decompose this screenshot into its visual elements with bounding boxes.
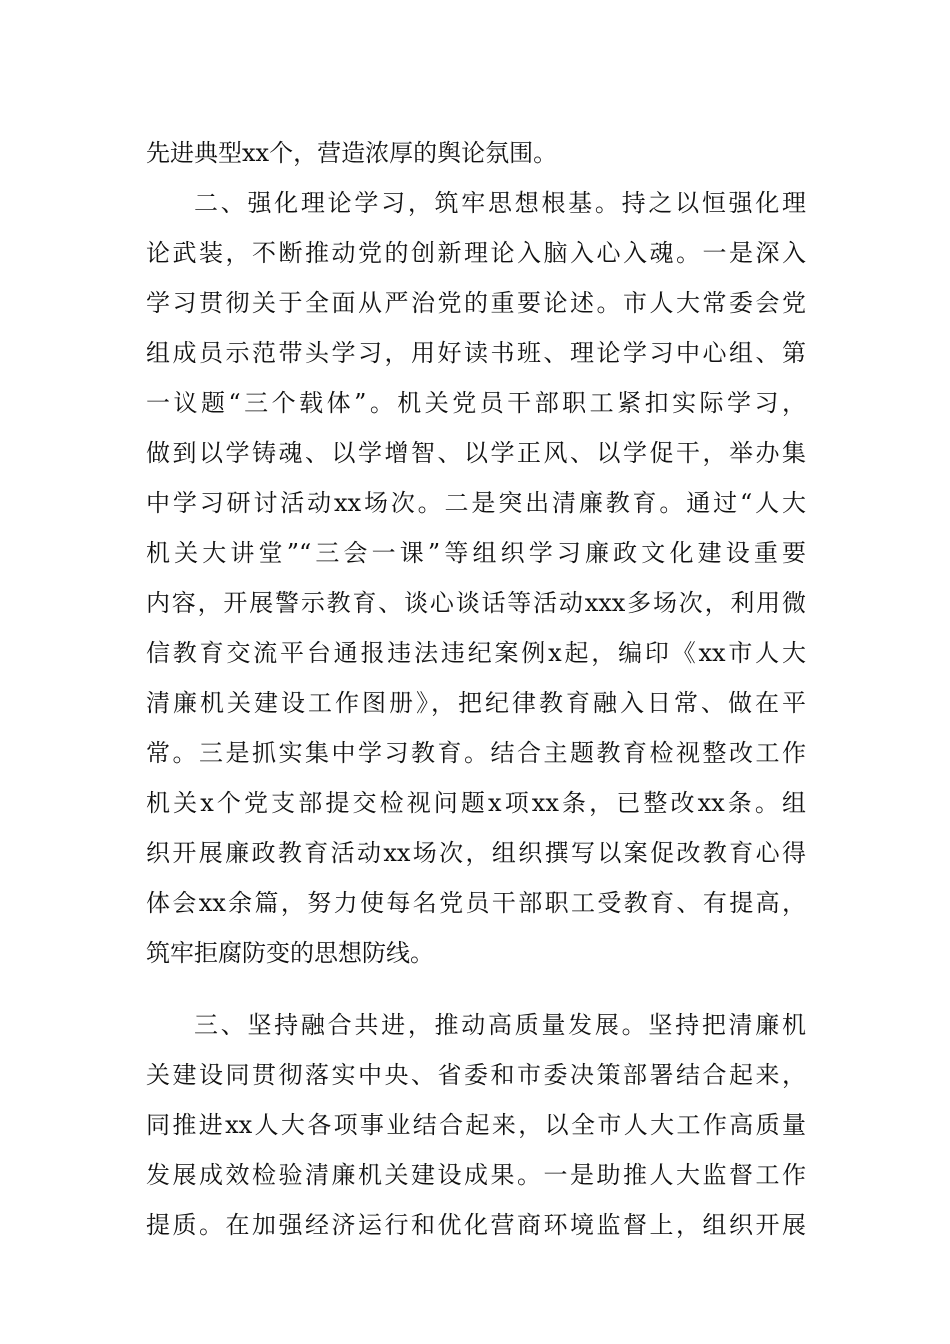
text-line: 机关x个党支部提交检视问题x项xx条，已整改xx条。组 (146, 789, 806, 817)
text-line: 做到以学铸魂、以学增智、以学正风、以学促干，举办集 (146, 439, 806, 467)
text-line: 发展成效检验清廉机关建设成果。一是助推人大监督工作 (146, 1161, 806, 1189)
document-body (146, 128, 806, 1250)
text-line: 筑牢拒腐防变的思想防线。 (146, 939, 434, 967)
text-line: 组成员示范带头学习，用好读书班、理论学习中心组、第 (146, 339, 806, 367)
text-line: 同推进xx人大各项事业结合起来，以全市人大工作高质量 (146, 1111, 806, 1139)
paragraph-heading-line: 二、强化理论学习，筑牢思想根基。持之以恒强化理 (194, 189, 806, 217)
text-line: 先进典型xx个，营造浓厚的舆论氛围。 (146, 139, 558, 167)
text-line: 提质。在加强经济运行和优化营商环境监督上，组织开展 (146, 1211, 806, 1239)
paragraph-gap (146, 978, 806, 1000)
text-line: 论武装，不断推动党的创新理论入脑入心入魂。一是深入 (146, 239, 806, 267)
text-line: 一议题“三个载体”。机关党员干部职工紧扣实际学习， (146, 389, 806, 417)
text-line: 体会xx余篇，努力使每名党员干部职工受教育、有提高， (146, 889, 806, 917)
text-line: 学习贯彻关于全面从严治党的重要论述。市人大常委会党 (146, 289, 806, 317)
text-line: 信教育交流平台通报违法违纪案例x起，编印《xx市人大 (146, 639, 806, 667)
text-line: 内容，开展警示教育、谈心谈话等活动xxx多场次，利用微 (146, 589, 806, 617)
text-line: 织开展廉政教育活动xx场次，组织撰写以案促改教育心得 (146, 839, 806, 867)
text-line: 常。三是抓实集中学习教育。结合主题教育检视整改工作 (146, 739, 806, 767)
text-line: 关建设同贯彻落实中央、省委和市委决策部署结合起来， (146, 1061, 806, 1089)
text-line: 机关大讲堂”“三会一课”等组织学习廉政文化建设重要 (146, 539, 806, 567)
paragraph-heading-line: 三、坚持融合共进，推动高质量发展。坚持把清廉机 (194, 1011, 806, 1039)
text-line: 中学习研讨活动xx场次。二是突出清廉教育。通过“人大 (146, 489, 806, 517)
text-line: 清廉机关建设工作图册》，把纪律教育融入日常、做在平 (146, 689, 806, 717)
